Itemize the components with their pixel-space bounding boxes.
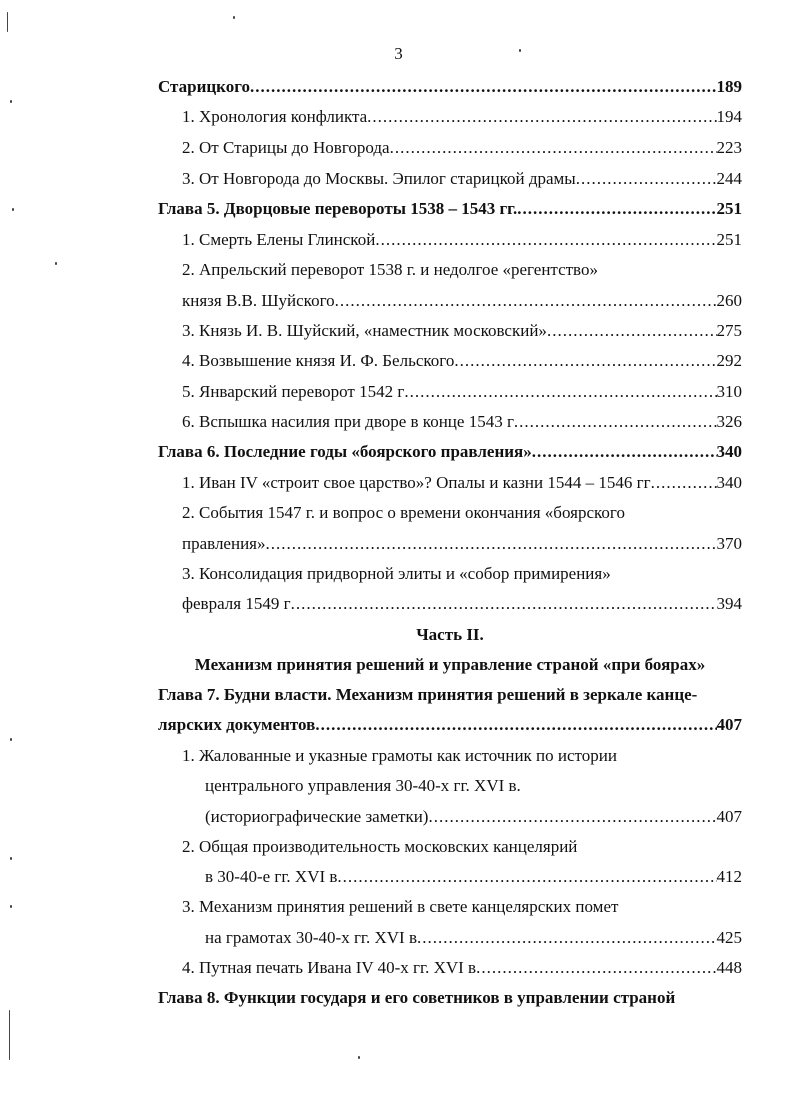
toc-entry: 4. Возвышение князя И. Ф. Бельского ..... 292 xyxy=(182,350,742,372)
toc-entry-line: 2. События 1547 г. и вопрос о времени окончания «боярского xyxy=(182,503,625,522)
toc-chapter: лярских документов ..... 407 xyxy=(158,714,742,736)
toc-entry: (историографические заметки) ..... 407 xyxy=(205,806,742,828)
scan-speck xyxy=(10,100,12,103)
toc-entry: 1. Иван IV «строит свое царство»? Опалы и казни 1544 – 1546 гг ..... 340 xyxy=(182,472,742,494)
toc-entry: на грамотах 30-40-х гг. XVI в ..... 425 xyxy=(205,927,742,949)
scan-speck xyxy=(9,1010,10,1060)
toc-entry: князя В.В. Шуйского ..... 260 xyxy=(182,290,742,312)
part-title: Механизм принятия решений и управление страной «при боярах» xyxy=(194,655,706,674)
toc-entry-line: 3. Механизм принятия решений в свете канцелярских помет xyxy=(182,897,619,916)
scan-speck xyxy=(12,208,14,211)
toc-entry: 3. Князь И. В. Шуйский, «наместник московский» ..... 275 xyxy=(182,320,742,342)
toc-entry-line: 1. Жалованные и указные грамоты как источник по истории xyxy=(182,746,617,765)
scan-speck xyxy=(10,857,12,860)
toc-entry: в 30-40-е гг. XVI в ..... 412 xyxy=(205,866,742,888)
toc-entry-line: центрального управления 30-40-х гг. XVI в. xyxy=(205,776,521,795)
toc-entry: 5. Январский переворот 1542 г ..... 310 xyxy=(182,381,742,403)
scan-speck xyxy=(233,16,235,19)
scan-speck xyxy=(358,1056,360,1059)
scan-speck xyxy=(55,262,57,265)
toc-chapter: Глава 5. Дворцовые перевороты 1538 – 1543 гг. ..... 251 xyxy=(158,198,742,220)
scan-speck xyxy=(519,49,521,52)
toc-entry: февраля 1549 г ..... 394 xyxy=(182,593,742,615)
toc-chapter-line: Глава 8. Функции государя и его советников в управлении страной xyxy=(158,988,676,1007)
toc-entry-line: 2. Апрельский переворот 1538 г. и недолгое «регентство» xyxy=(182,260,598,279)
scan-speck xyxy=(10,738,12,741)
toc-entry: Старицкого ..... 189 xyxy=(158,76,742,98)
toc-entry: 6. Вспышка насилия при дворе в конце 1543 г ..... 326 xyxy=(182,411,742,433)
toc-entry: 1. Смерть Елены Глинской ..... 251 xyxy=(182,229,742,251)
toc-chapter-line: Глава 7. Будни власти. Механизм принятия решений в зеркале канце- xyxy=(158,685,698,704)
part-heading: Часть II. xyxy=(416,625,484,644)
toc-entry: 3. От Новгорода до Москвы. Эпилог старицкой драмы ..... 244 xyxy=(182,168,742,190)
toc-entry: 4. Путная печать Ивана IV 40-х гг. XVI в ..... 448 xyxy=(182,957,742,979)
toc-chapter: Глава 6. Последние годы «боярского правления» ..... 340 xyxy=(158,441,742,463)
toc-entry-line: 2. Общая производительность московских канцелярий xyxy=(182,837,578,856)
toc-entry-line: 3. Консолидация придворной элиты и «собор примирения» xyxy=(182,564,611,583)
toc-entry: 1. Хронология конфликта ..... 194 xyxy=(182,106,742,128)
scan-speck xyxy=(7,12,8,32)
scan-speck xyxy=(10,905,12,908)
toc-entry: 2. От Старицы до Новгорода ..... 223 xyxy=(182,137,742,159)
page-number: 3 xyxy=(394,44,403,63)
toc-entry: правления» ..... 370 xyxy=(182,533,742,555)
